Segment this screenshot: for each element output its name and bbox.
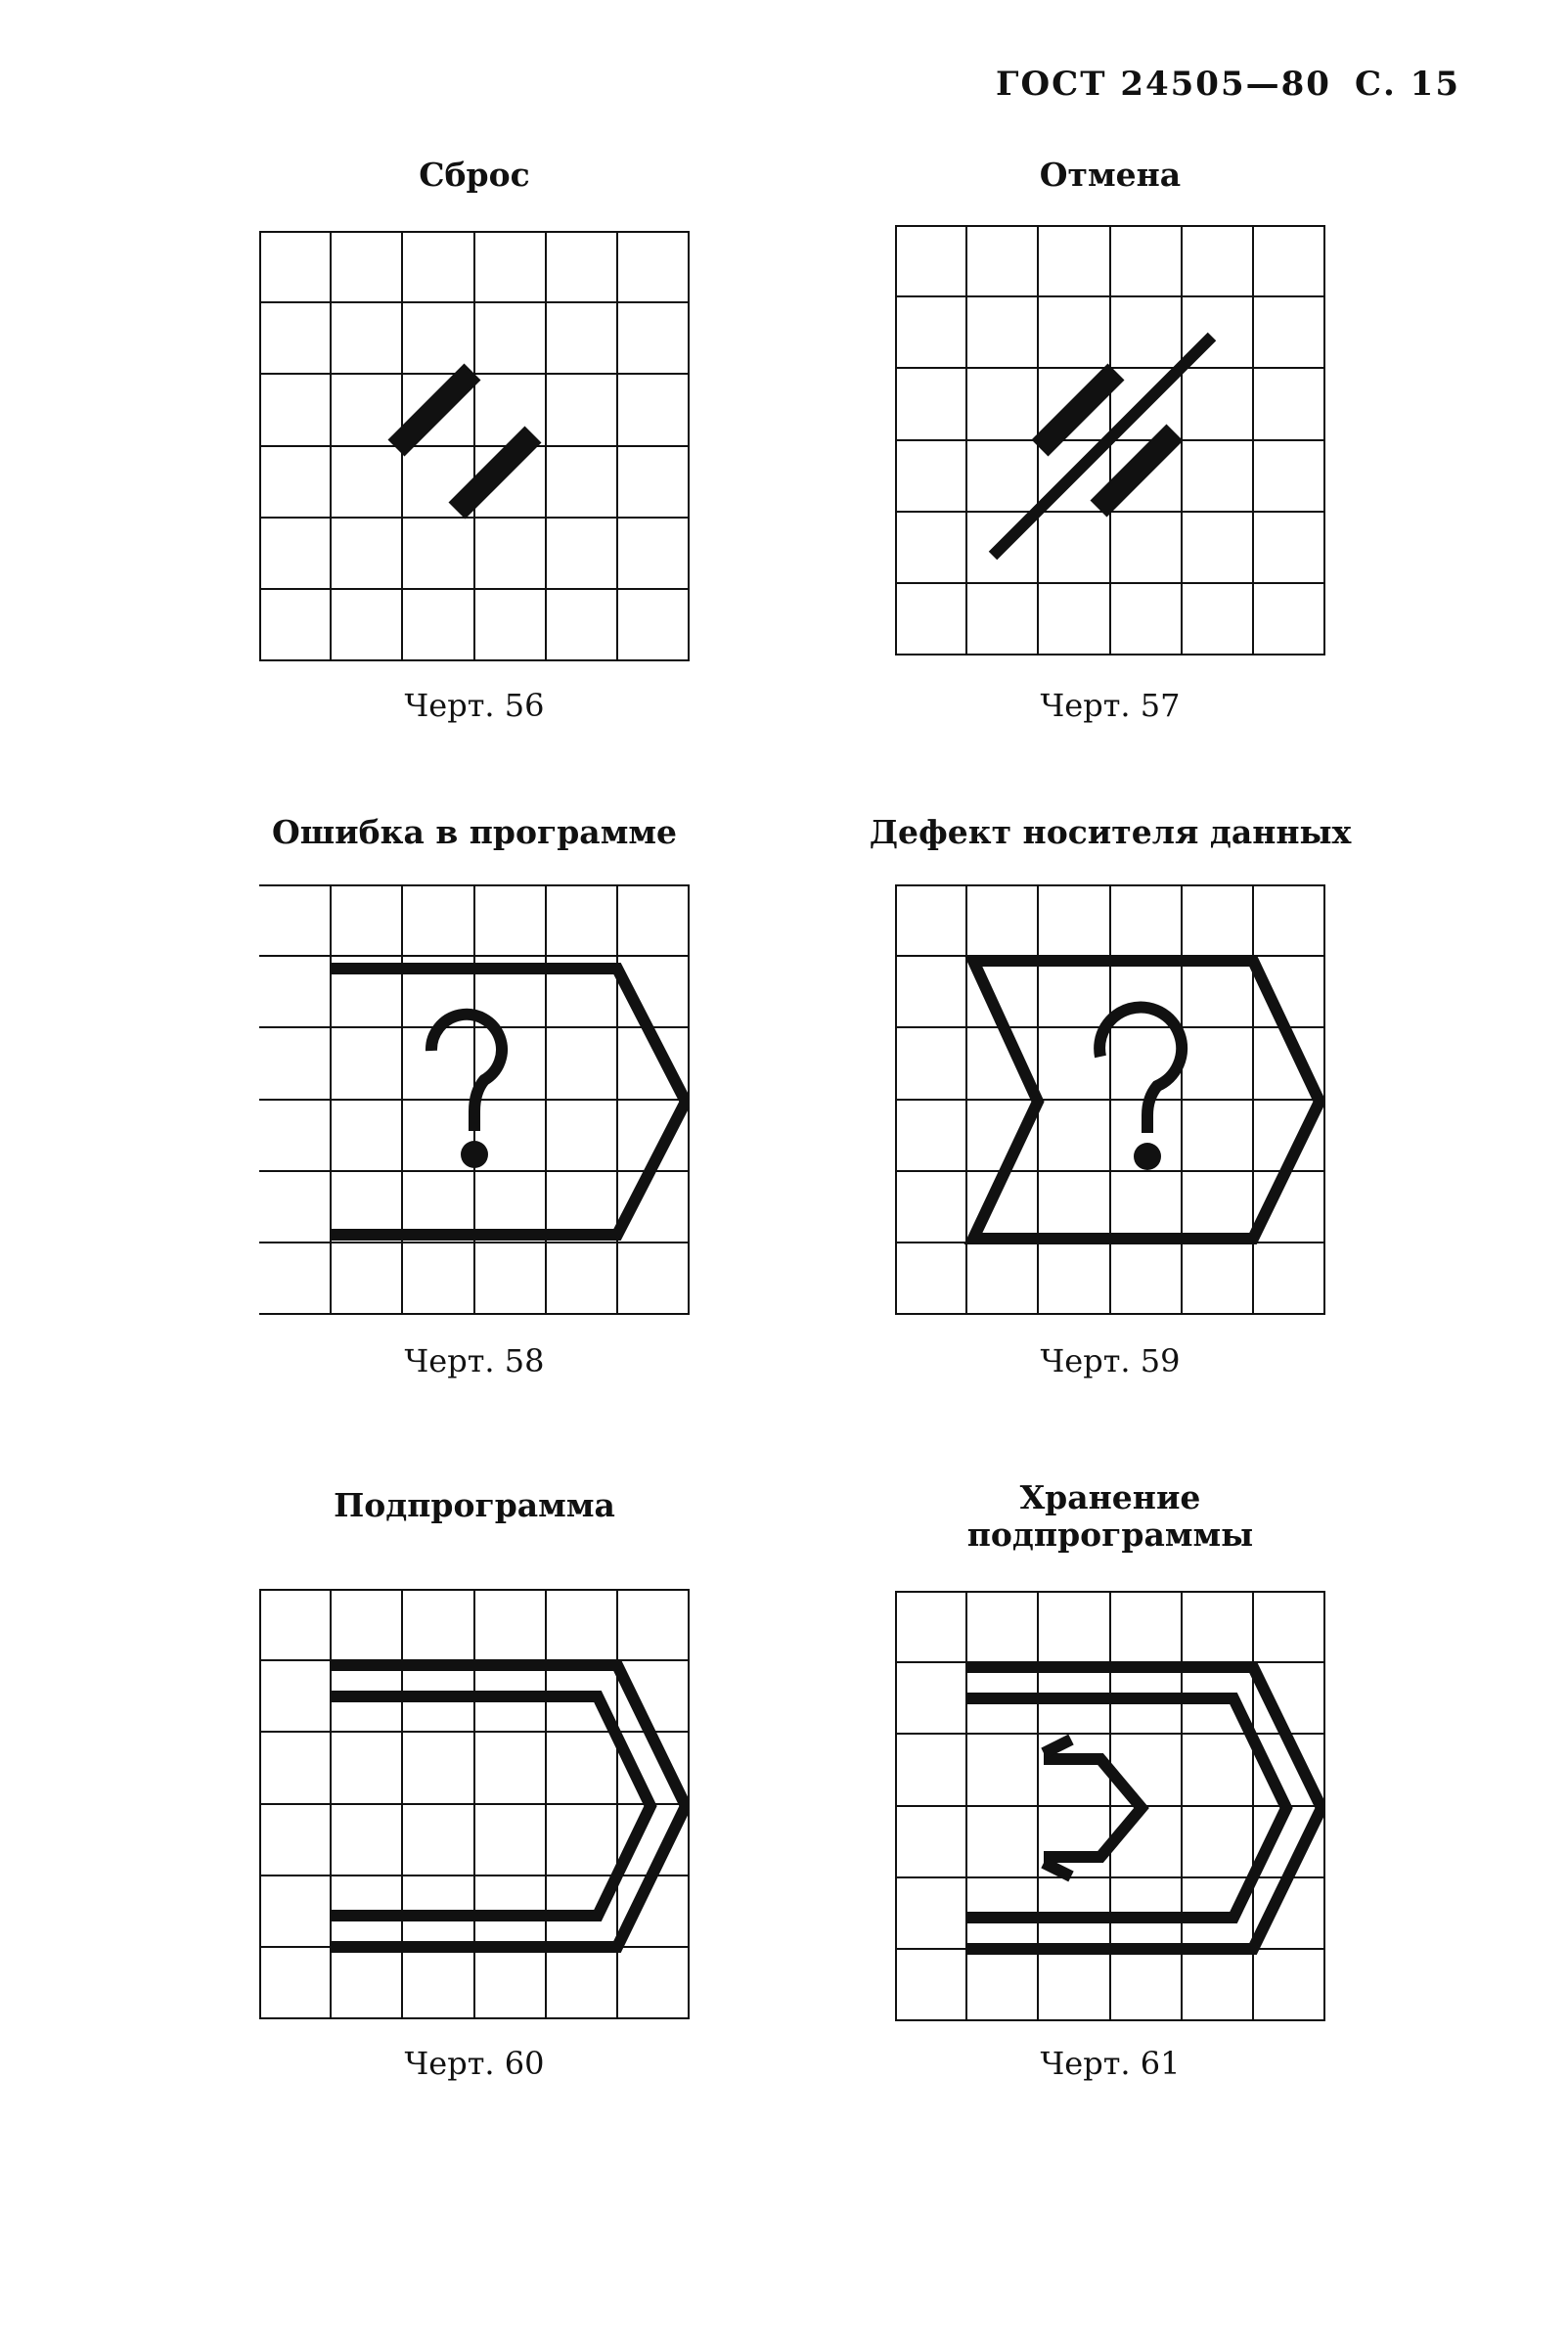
program-error-symbol-icon (259, 884, 690, 1315)
reset-symbol-icon (259, 231, 690, 661)
grid-diagram (895, 1591, 1325, 2021)
figure-caption: Черт. 60 (404, 2045, 545, 2082)
figure-title: Отмена (1039, 156, 1182, 194)
grid-diagram (259, 884, 690, 1315)
page-number: С. 15 (1354, 65, 1460, 104)
cancel-symbol-icon (895, 225, 1325, 655)
figure-title: Хранение подпрограммы (966, 1478, 1254, 1554)
figure-56 (181, 155, 768, 732)
grid-diagram (259, 1589, 690, 2019)
figure-57 (817, 155, 1404, 732)
figure-title: Ошибка в программе (271, 813, 678, 851)
grid-diagram (895, 225, 1325, 655)
figure-caption: Черт. 59 (1040, 1342, 1181, 1379)
figure-caption: Черт. 58 (404, 1342, 545, 1379)
subroutine-symbol-icon (259, 1589, 690, 2019)
figure-58 (181, 812, 768, 1389)
figure-caption: Черт. 56 (404, 687, 545, 724)
page-header (996, 65, 1460, 104)
figure-59 (817, 812, 1404, 1389)
figure-caption: Черт. 57 (1040, 687, 1181, 724)
figure-title: Подпрограмма (334, 1486, 615, 1524)
media-defect-symbol-icon (895, 884, 1325, 1315)
figure-title: Дефект носителя данных (869, 813, 1352, 851)
figure-title: Сброс (419, 156, 530, 194)
grid-diagram (259, 231, 690, 661)
subroutine-storage-symbol-icon (895, 1591, 1325, 2021)
figure-61 (817, 1479, 1404, 2105)
grid-diagram (895, 884, 1325, 1315)
figure-caption: Черт. 61 (1040, 2045, 1181, 2082)
figure-60 (181, 1479, 768, 2105)
standard-number: ГОСТ 24505—80 (996, 65, 1331, 104)
